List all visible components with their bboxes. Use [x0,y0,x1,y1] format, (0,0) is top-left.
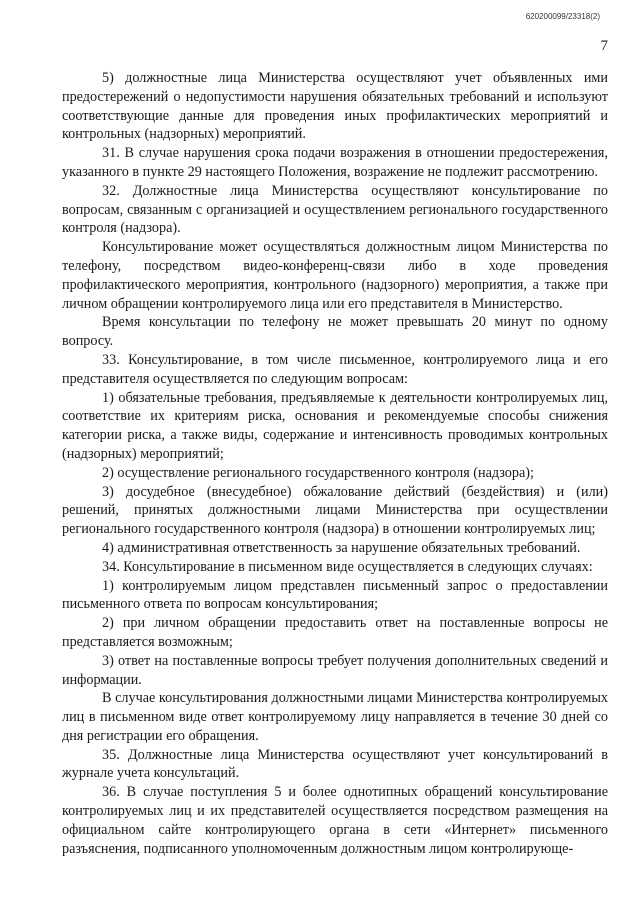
paragraph: Консультирование может осуществляться должностным лицом Министерства по телефону, посредством видео-конференц-связи либо в ходе проведения профилактического мероприятия, контрольного (надзорного) мероприятия, а также при личном обращении контролируемого лица или его представителя в Министерство. [62,239,608,312]
paragraph: 32. Должностные лица Министерства осуществляют консультирование по вопросам, связанным с организацией и осуществлением регионального государственного контроля (надзора). [62,182,608,237]
paragraph: 36. В случае поступления 5 и более однотипных обращений консультирование контролируемых лиц и их представителей осуществляется посредством размещения на официальном сайте контролирующего органа в сети «Интернет» письменного разъяснения, подписанного уполномоченным должностным лицом контролирующе- [62,784,608,857]
page-number: 7 [600,38,608,54]
paragraph: 2) при личном обращении предоставить ответ на поставленные вопросы не представляется возможным; [62,615,608,650]
paragraph: 31. В случае нарушения срока подачи возражения в отношении предостережения, указанного в пункте 29 настоящего Положения, возражение не подлежит рассмотрению. [62,145,608,180]
paragraph: 1) контролируемым лицом представлен письменный запрос о предоставлении письменного ответа по вопросам консультирования; [62,577,608,613]
paragraph: В случае консультирования должностными лицами Министерства контролируемых лиц в письменном виде ответ контролируемому лицу направляется в течение 30 дней со дня регистрации его обращения. [62,690,608,744]
document-body [62,69,608,858]
paragraph: 5) должностные лица Министерства осуществляют учет объявленных ими предостережений о недопустимости нарушения обязательных требований и используют соответствующие данные для проведения иных профилактических мероприятий и контрольных (надзорных) мероприятий. [62,70,608,143]
paragraph: Время консультации по телефону не может превышать 20 минут по одному вопросу. [62,314,608,350]
paragraph: 3) ответ на поставленные вопросы требует получения дополнительных сведений и информации. [62,652,608,688]
paragraph: 4) административная ответственность за нарушение обязательных требований. [102,539,581,556]
paragraph: 1) обязательные требования, предъявляемые к деятельности контролируемых лиц, соответствие их критериям риска, основания и рекомендуемые способы снижения категории риска, а также виды, содержание и интенсивность проводимых контрольных (надзорных) мероприятий; [62,389,608,462]
paragraph: 2) осуществление регионального государственного контроля (надзора); [102,464,534,481]
paragraph: 35. Должностные лица Министерства осуществляют учет консультирований в журнале учета консультаций. [62,746,608,782]
paragraph: 33. Консультирование, в том числе письменное, контролируемого лица и его представителя осуществляется по следующим вопросам: [62,351,608,387]
paragraph: 3) досудебное (внесудебное) обжалование действий (бездействия) и (или) решений, принятых должностными лицами Министерства при осуществлении регионального государственного контроля (надзора) в отношении контролируемых лиц; [62,483,608,538]
document-code: 620200099/23318(2) [525,12,600,21]
paragraph: 34. Консультирование в письменном виде осуществляется в следующих случаях: [102,558,593,575]
